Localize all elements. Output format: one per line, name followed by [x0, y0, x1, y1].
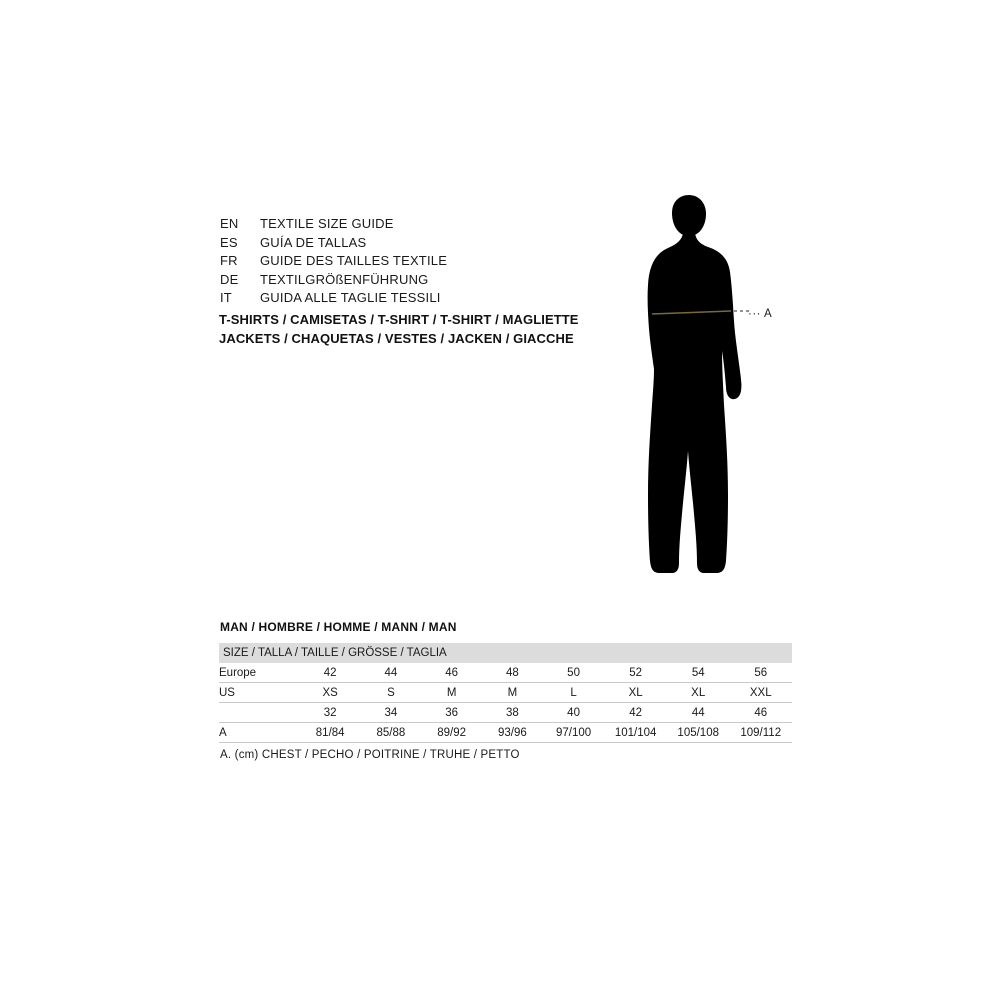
- cell: 48: [482, 663, 543, 683]
- chest-measure-label: ··· A: [748, 308, 773, 320]
- cell: 109/112: [729, 723, 792, 743]
- table-row: [219, 703, 792, 723]
- table-row: [219, 683, 792, 703]
- language-row-fr: [220, 252, 447, 271]
- cell: 46: [421, 663, 482, 683]
- cell: XXL: [729, 683, 792, 703]
- language-title: TEXTILGRÖßENFÜHRUNG: [260, 271, 429, 287]
- garment-categories: [219, 311, 579, 348]
- cell: L: [543, 683, 605, 703]
- language-code: ES: [220, 234, 238, 250]
- footnote-chest: A. (cm) CHEST / PECHO / POITRINE / TRUHE / PETTO: [220, 749, 520, 761]
- table-header-label: SIZE / TALLA / TAILLE / GRÖSSE / TAGLIA: [219, 643, 792, 663]
- garment-category-tshirts: T-SHIRTS / CAMISETAS / T-SHIRT / T-SHIRT / MAGLIETTE: [219, 312, 579, 327]
- cell: 101/104: [604, 723, 667, 743]
- cell: 40: [543, 703, 605, 723]
- cell: 44: [361, 663, 422, 683]
- table-header-row: [219, 643, 792, 663]
- table-row: [219, 723, 792, 743]
- cell: XL: [604, 683, 667, 703]
- cell: 54: [667, 663, 730, 683]
- language-row-en: [220, 215, 447, 234]
- cell: 42: [604, 703, 667, 723]
- language-title: GUIDA ALLE TAGLIE TESSILI: [260, 290, 441, 306]
- cell: 38: [482, 703, 543, 723]
- cell: M: [482, 683, 543, 703]
- row-label-a: A: [219, 723, 300, 743]
- language-row-de: [220, 271, 447, 290]
- cell: 81/84: [300, 723, 361, 743]
- language-code: DE: [220, 271, 239, 287]
- table-row: [219, 663, 792, 683]
- cell: 42: [300, 663, 361, 683]
- cell: M: [421, 683, 482, 703]
- language-code: FR: [220, 253, 238, 269]
- language-row-it: [220, 289, 447, 308]
- language-title: TEXTILE SIZE GUIDE: [260, 216, 394, 231]
- size-table: [219, 643, 792, 743]
- garment-category-jackets: JACKETS / CHAQUETAS / VESTES / JACKEN / GIACCHE: [219, 330, 574, 346]
- cell: 36: [421, 703, 482, 723]
- language-title: GUÍA DE TALLAS: [260, 234, 367, 250]
- cell: 44: [667, 703, 730, 723]
- man-silhouette-figure: [600, 195, 800, 595]
- cell: 97/100: [543, 723, 605, 743]
- language-row-es: [220, 234, 447, 253]
- row-label-europe: Europe: [219, 663, 300, 683]
- language-code: EN: [220, 216, 239, 231]
- cell: XS: [300, 683, 361, 703]
- cell: 52: [604, 663, 667, 683]
- language-title: GUIDE DES TAILLES TEXTILE: [260, 253, 448, 269]
- language-list: [220, 215, 447, 308]
- row-label-us-numeric: [219, 703, 300, 723]
- cell: 46: [729, 703, 792, 723]
- cell: 93/96: [482, 723, 543, 743]
- cell: XL: [667, 683, 730, 703]
- cell: 34: [361, 703, 422, 723]
- table-title-man: MAN / HOMBRE / HOMME / MANN / MAN: [220, 620, 457, 634]
- cell: S: [361, 683, 422, 703]
- cell: 56: [729, 663, 792, 683]
- language-code: IT: [220, 290, 232, 306]
- cell: 85/88: [361, 723, 422, 743]
- cell: 89/92: [421, 723, 482, 743]
- cell: 32: [300, 703, 361, 723]
- row-label-us: US: [219, 683, 300, 703]
- cell: 105/108: [667, 723, 730, 743]
- cell: 50: [543, 663, 605, 683]
